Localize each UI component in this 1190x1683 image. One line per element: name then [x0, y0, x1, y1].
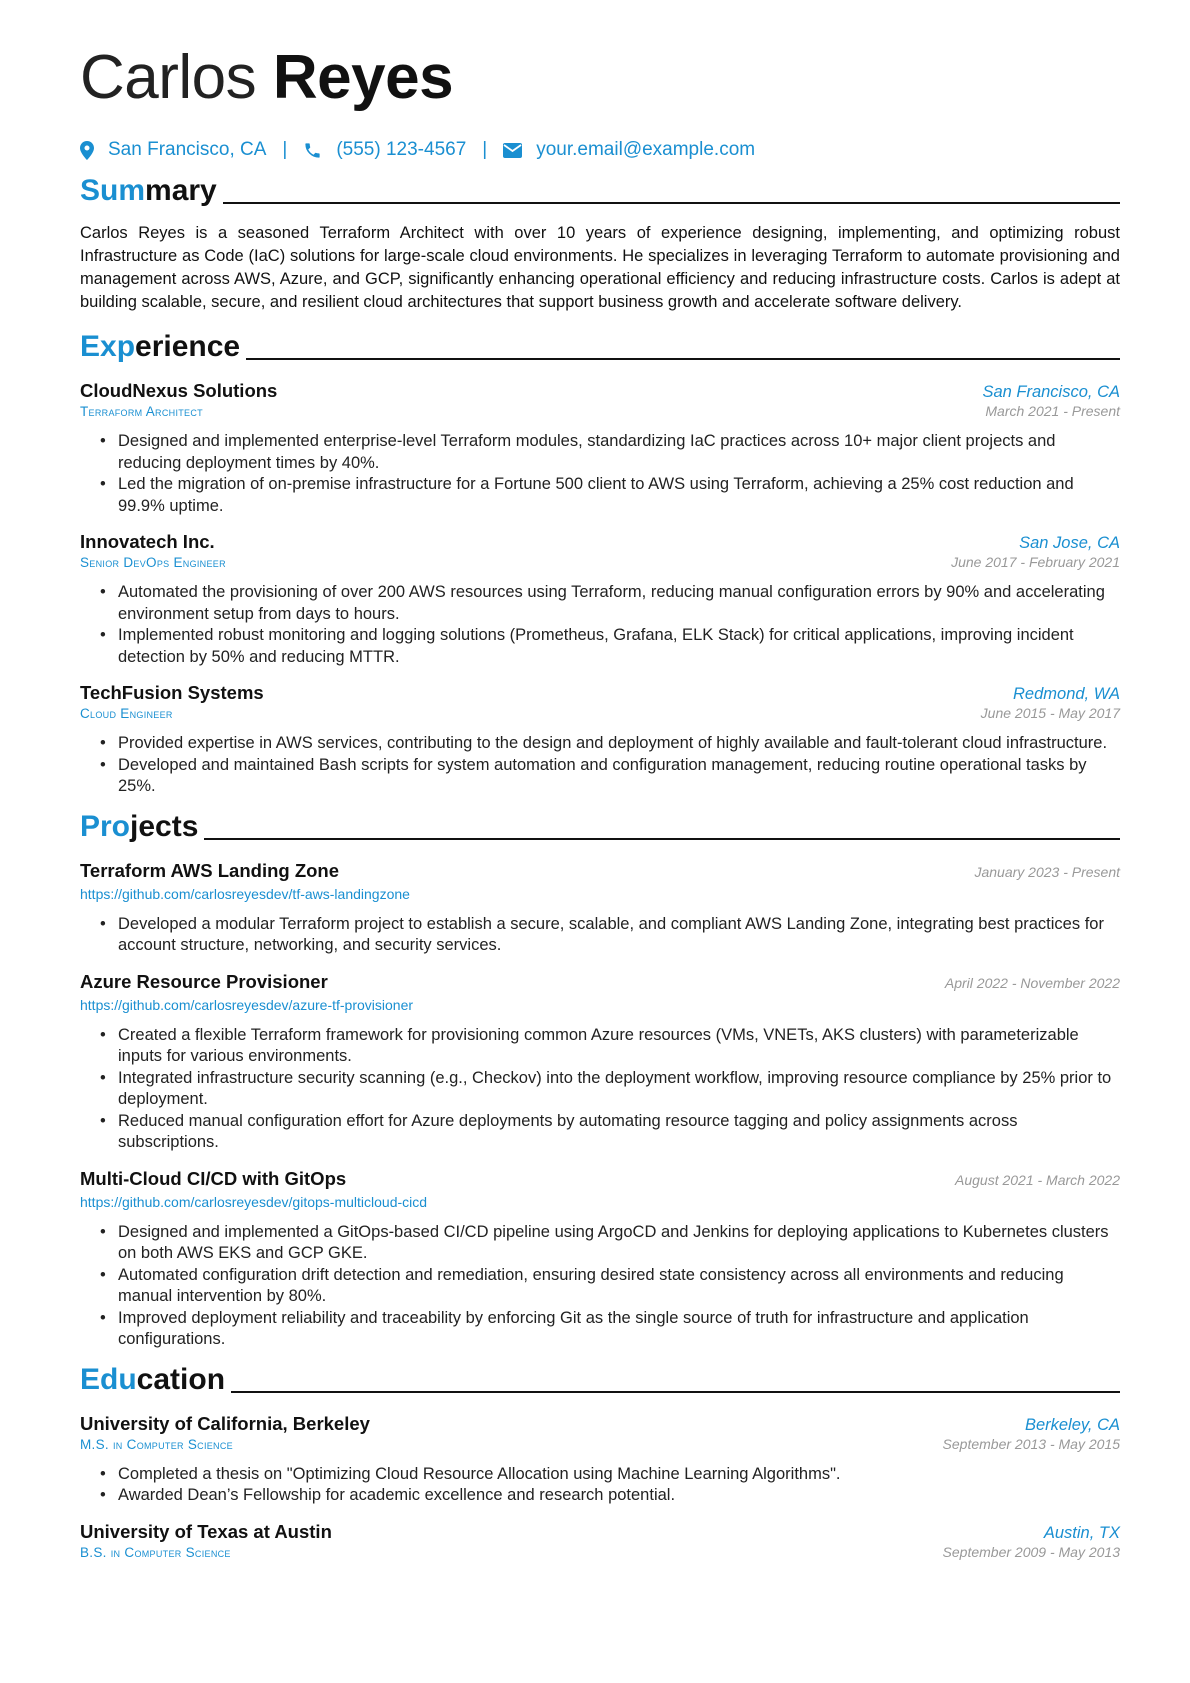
phone-icon — [303, 141, 322, 160]
list-item: • Completed a thesis on "Optimizing Cloud Resource Allocation using Machine Learning Algorithms". — [118, 1464, 1120, 1486]
job-bullets — [80, 431, 1120, 517]
projects-heading: Projects — [80, 809, 199, 843]
education-entry — [80, 1413, 1120, 1507]
job-dates: June 2015 - May 2017 — [980, 705, 1120, 721]
job-company: Innovatech Inc. — [80, 531, 215, 552]
experience-heading: Experience — [80, 330, 241, 363]
job-dates: June 2017 - February 2021 — [951, 554, 1120, 570]
list-item: • Designed and implemented a GitOps-based CI/CD pipeline using ArgoCD and Jenkins for deploying applications to Kubernetes clusters on both AWS EKS and GCP GKE. — [118, 1222, 1120, 1265]
job-company: CloudNexus Solutions — [80, 380, 278, 401]
contact-email[interactable] — [503, 139, 755, 161]
contact-bar — [80, 136, 1120, 164]
project-link[interactable]: https://github.com/carlosreyesdev/tf-aws-landingzone — [80, 885, 410, 902]
job-location: San Jose, CA — [1019, 534, 1120, 552]
candidate-name — [80, 40, 1120, 116]
job-location: San Francisco, CA — [982, 383, 1120, 401]
experience-section-header — [80, 328, 1120, 366]
degree: M.S. in Computer Science — [80, 1436, 233, 1452]
contact-phone — [303, 139, 466, 161]
project-link[interactable]: https://github.com/carlosreyesdev/gitops-multicloud-cicd — [80, 1193, 428, 1210]
project-bullets — [80, 1025, 1120, 1154]
list-item: • Created a flexible Terraform framework for provisioning common Azure resources (VMs, VNETs, AKS clusters) with parameterizable inputs for various environments. — [118, 1025, 1120, 1068]
list-item: • Awarded Dean’s Fellowship for academic excellence and research potential. — [118, 1485, 1120, 1507]
list-item: • Improved deployment reliability and traceability by enforcing Git as the single source of truth for infrastructure and application configurations. — [118, 1308, 1120, 1351]
first-name: Carlos — [80, 43, 257, 112]
map-pin-icon — [80, 141, 94, 160]
education-dates: September 2009 - May 2013 — [942, 1543, 1120, 1560]
project-bullets — [80, 1222, 1120, 1351]
summary-heading: Summary — [80, 174, 217, 207]
envelope-icon — [503, 143, 522, 158]
last-name: Reyes — [272, 43, 454, 112]
list-item: • Developed a modular Terraform project to establish a secure, scalable, and compliant AWS Landing Zone, integrating best practices for account structure, networking, and security services. — [118, 914, 1120, 957]
list-item: • Reduced manual configuration effort for Azure deployments by automating resource tagging and policy assignments across subscriptions. — [118, 1111, 1120, 1154]
job-location: Redmond, WA — [1013, 685, 1120, 703]
project-name: Terraform AWS Landing Zone — [80, 859, 340, 881]
list-item: • Automated the provisioning of over 200 AWS resources using Terraform, reducing manual configuration errors by 90% and accelerating environment setup from days to hours. — [118, 582, 1120, 625]
contact-separator: | — [482, 139, 488, 160]
project-name: Azure Resource Provisioner — [80, 970, 328, 992]
contact-separator: | — [282, 139, 288, 160]
section-divider — [223, 202, 1120, 204]
summary-section-header — [80, 172, 1120, 210]
location-text: San Francisco, CA — [108, 139, 267, 160]
project-bullets — [80, 914, 1120, 957]
education-dates: September 2013 - May 2015 — [942, 1435, 1120, 1452]
job-company: TechFusion Systems — [80, 682, 264, 703]
school-name: University of Texas at Austin — [80, 1520, 332, 1542]
school-location: Berkeley, CA — [1024, 1415, 1120, 1434]
school-name: University of California, Berkeley — [80, 1412, 370, 1434]
email-link[interactable]: your.email@example.com — [536, 139, 756, 160]
project-dates: April 2022 - November 2022 — [944, 974, 1120, 991]
job-bullets — [80, 733, 1120, 798]
job-entry — [80, 531, 1120, 668]
job-role: Senior DevOps Engineer — [80, 555, 226, 570]
project-name: Multi-Cloud CI/CD with GitOps — [80, 1167, 347, 1189]
list-item: • Implemented robust monitoring and logging solutions (Prometheus, Grafana, ELK Stack) for critical applications, improving incident detection by 50% and reducing MTTR. — [118, 625, 1120, 668]
list-item: • Integrated infrastructure security scanning (e.g., Checkov) into the deployment workflow, improving resource compliance by 25% prior to deployment. — [118, 1068, 1120, 1111]
project-dates: January 2023 - Present — [974, 863, 1120, 880]
project-entry — [80, 1168, 1120, 1351]
project-link[interactable]: https://github.com/carlosreyesdev/azure-tf-provisioner — [80, 996, 414, 1013]
contact-location — [80, 139, 266, 161]
phone-text: (555) 123-4567 — [336, 139, 467, 160]
list-item: • Provided expertise in AWS services, contributing to the design and deployment of highly available and fault-tolerant cloud infrastructure. — [118, 733, 1120, 755]
school-location: Austin, TX — [1043, 1523, 1120, 1542]
job-dates: March 2021 - Present — [985, 403, 1120, 419]
job-role: Terraform Architect — [80, 404, 203, 419]
section-divider — [231, 1391, 1120, 1393]
list-item: • Designed and implemented enterprise-level Terraform modules, standardizing IaC practices across 10+ major client projects and reducing deployment times by 40%. — [118, 431, 1120, 474]
degree: B.S. in Computer Science — [80, 1544, 231, 1560]
job-role: Cloud Engineer — [80, 706, 173, 721]
project-entry — [80, 971, 1120, 1154]
education-entry — [80, 1521, 1120, 1560]
list-item: • Developed and maintained Bash scripts for system automation and configuration management, reducing routine operational tasks by 25%. — [118, 755, 1120, 798]
project-dates: August 2021 - March 2022 — [955, 1171, 1120, 1188]
education-bullets — [80, 1464, 1120, 1507]
education-heading: Education — [80, 1362, 226, 1396]
section-divider — [246, 358, 1120, 360]
projects-section-header — [80, 808, 1120, 846]
section-divider — [204, 838, 1120, 840]
job-bullets — [80, 582, 1120, 668]
education-section-header — [80, 1361, 1120, 1399]
list-item: • Automated configuration drift detection and remediation, ensuring desired state consistency across all environments and reducing manual intervention by 80%. — [118, 1265, 1120, 1308]
summary-text: Carlos Reyes is a seasoned Terraform Architect with over 10 years of experience designing, implementing, and optimizing robust Infrastructure as Code (IaC) solutions for large-scale cloud environments. He specializes in leveraging Terraform to automate provisioning and management across AWS, Azure, and GCP, significantly enhancing operational efficiency and reducing infrastructure costs. Carlos is adept at building scalable, secure, and resilient cloud architectures that support business growth and accelerate software delivery. — [80, 224, 1120, 311]
job-entry — [80, 380, 1120, 517]
job-entry — [80, 682, 1120, 798]
list-item: • Led the migration of on-premise infrastructure for a Fortune 500 client to AWS using Terraform, achieving a 25% cost reduction and 99.9% uptime. — [118, 474, 1120, 517]
project-entry — [80, 860, 1120, 957]
